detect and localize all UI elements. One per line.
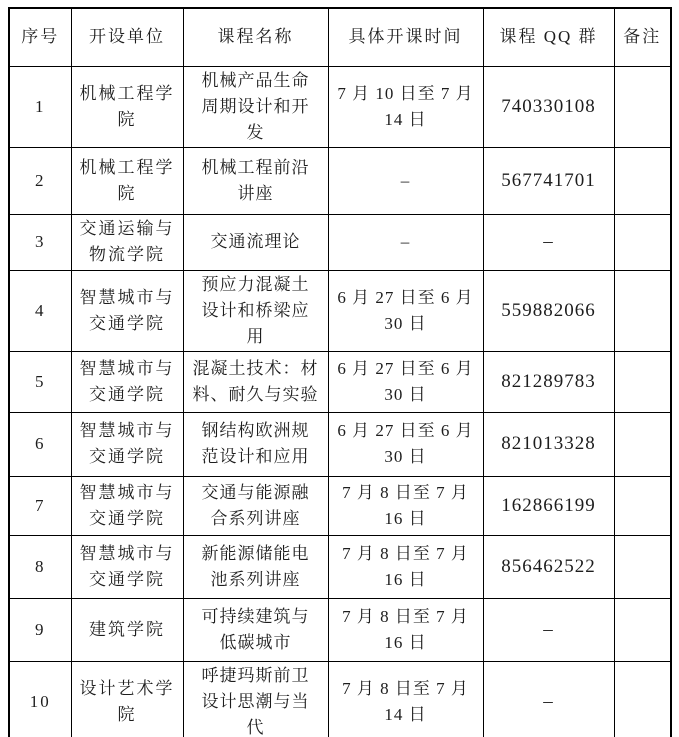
cell-note [614,412,671,476]
cell-course: 预应力混凝土 设计和桥梁应 用 [183,270,328,351]
cell-note [614,214,671,270]
cell-qq: 856462522 [483,535,614,598]
cell-time: 7 月 8 日至 7 月 16 日 [328,535,483,598]
cell-note [614,351,671,412]
cell-course: 呼捷玛斯前卫 设计思潮与当 代 [183,661,328,737]
cell-serial: 3 [9,214,71,270]
cell-course: 机械产品生命 周期设计和开 发 [183,66,328,147]
table-row [9,598,671,661]
cell-unit: 智慧城市与 交通学院 [71,535,183,598]
cell-serial: 10 [9,661,71,737]
col-header-unit: 开设单位 [71,8,183,66]
col-header-qq-group: 课程 QQ 群 [483,8,614,66]
cell-course: 机械工程前沿 讲座 [183,147,328,214]
cell-time: – [328,147,483,214]
cell-note [614,66,671,147]
table-row [9,351,671,412]
table-row [9,661,671,737]
cell-note [614,661,671,737]
cell-note [614,270,671,351]
cell-qq: 821289783 [483,351,614,412]
cell-course: 可持续建筑与 低碳城市 [183,598,328,661]
cell-qq: 567741701 [483,147,614,214]
cell-qq: – [483,214,614,270]
cell-unit: 智慧城市与 交通学院 [71,476,183,535]
table-row [9,66,671,147]
table-row [9,412,671,476]
cell-time: 6 月 27 日至 6 月 30 日 [328,270,483,351]
cell-unit: 机械工程学 院 [71,147,183,214]
cell-unit: 智慧城市与 交通学院 [71,270,183,351]
cell-unit: 智慧城市与 交通学院 [71,351,183,412]
cell-qq: 740330108 [483,66,614,147]
cell-course: 钢结构欧洲规 范设计和应用 [183,412,328,476]
cell-serial: 5 [9,351,71,412]
cell-serial: 1 [9,66,71,147]
cell-unit: 机械工程学 院 [71,66,183,147]
table-row [9,535,671,598]
cell-time: – [328,214,483,270]
cell-course: 新能源储能电 池系列讲座 [183,535,328,598]
col-header-remarks: 备注 [614,8,671,66]
cell-serial: 6 [9,412,71,476]
col-header-serial: 序号 [9,8,71,66]
cell-serial: 8 [9,535,71,598]
cell-qq: 821013328 [483,412,614,476]
cell-note [614,476,671,535]
course-schedule-table [8,7,672,737]
cell-serial: 9 [9,598,71,661]
cell-note [614,147,671,214]
cell-qq: – [483,598,614,661]
cell-course: 交通流理论 [183,214,328,270]
cell-note [614,535,671,598]
col-header-start-time: 具体开课时间 [328,8,483,66]
cell-unit: 建筑学院 [71,598,183,661]
cell-time: 6 月 27 日至 6 月 30 日 [328,412,483,476]
table-row [9,270,671,351]
cell-serial: 2 [9,147,71,214]
cell-time: 7 月 8 日至 7 月 14 日 [328,661,483,737]
header-row [9,8,671,66]
cell-time: 7 月 10 日至 7 月 14 日 [328,66,483,147]
table-row [9,147,671,214]
cell-qq: 162866199 [483,476,614,535]
cell-note [614,598,671,661]
cell-serial: 4 [9,270,71,351]
cell-course: 交通与能源融 合系列讲座 [183,476,328,535]
table-row [9,476,671,535]
col-header-course-name: 课程名称 [183,8,328,66]
cell-qq: – [483,661,614,737]
cell-qq: 559882066 [483,270,614,351]
cell-unit: 设计艺术学 院 [71,661,183,737]
cell-time: 6 月 27 日至 6 月 30 日 [328,351,483,412]
cell-serial: 7 [9,476,71,535]
cell-unit: 交通运输与 物流学院 [71,214,183,270]
cell-unit: 智慧城市与 交通学院 [71,412,183,476]
cell-time: 7 月 8 日至 7 月 16 日 [328,598,483,661]
table-row [9,214,671,270]
cell-time: 7 月 8 日至 7 月 16 日 [328,476,483,535]
cell-course: 混凝土技术：材 料、耐久与实验 [183,351,328,412]
